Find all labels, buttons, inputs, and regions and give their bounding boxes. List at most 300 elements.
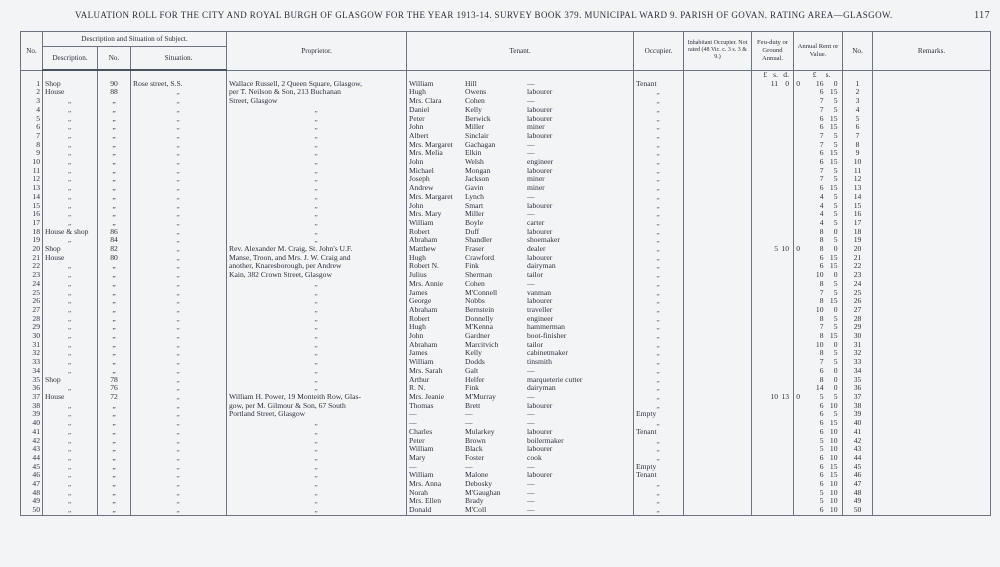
tenant-surname: M'Gaughan: [465, 487, 501, 497]
row-remarks: [873, 210, 991, 219]
row-inhabitant: [684, 428, 752, 437]
row-tenant: [407, 419, 634, 428]
tenant-first-name: Charles: [409, 426, 433, 436]
row-remarks: [873, 445, 991, 454]
row-remarks: [873, 297, 991, 306]
rent-shillings: 0: [833, 244, 838, 254]
street-number-text: 82: [110, 244, 118, 254]
row-remarks: [873, 384, 991, 393]
proprietor-text: „: [314, 235, 319, 245]
row-remarks: [873, 332, 991, 341]
feu-shillings: 13: [781, 392, 789, 401]
situation-text: „: [176, 200, 181, 210]
tenant-first-name: Mrs. Ellen: [409, 496, 442, 506]
row-remarks: [873, 497, 991, 506]
row-number-right-text: 20: [853, 244, 862, 254]
row-inhabitant: [684, 280, 752, 289]
row-remarks: [873, 280, 991, 289]
row-inhabitant: [684, 332, 752, 341]
rent-shillings: 0: [833, 270, 838, 280]
row-occupier: [634, 506, 684, 515]
tenant-surname: Brady: [465, 496, 484, 506]
situation-text: „: [176, 452, 181, 462]
tenant-occupation: engineer: [527, 157, 554, 167]
row-inhabitant: [684, 341, 752, 350]
tenant-surname: Foster: [465, 452, 484, 462]
tenant-surname: Crawford: [465, 252, 495, 262]
situation-text: „: [176, 313, 181, 323]
street-number-text: „: [112, 278, 116, 288]
row-feu-duty: [752, 471, 794, 480]
tenant-first-name: Abraham: [409, 304, 438, 314]
rent-shillings: 15: [829, 418, 838, 428]
row-number-right-text: 18: [853, 226, 862, 236]
row-number-right-text: 9: [855, 148, 860, 158]
situation-text: „: [176, 374, 181, 384]
description-text: Shop: [45, 78, 61, 88]
occupier-text: „: [656, 191, 661, 201]
rent-pounds: 7: [819, 357, 824, 367]
rent-shillings: 0: [833, 339, 838, 349]
situation-text: „: [176, 183, 181, 193]
col-header-remarks: Remarks.: [873, 32, 991, 71]
rent-shillings: 15: [829, 296, 838, 306]
row-feu-duty: [752, 497, 794, 506]
occupier-text: Empty: [636, 461, 657, 471]
situation-text: „: [176, 252, 181, 262]
street-number-text: 80: [110, 252, 118, 262]
proprietor-text: „: [314, 505, 319, 515]
row-tenant: [407, 332, 634, 341]
table-row: [21, 289, 991, 298]
tenant-surname: Brett: [465, 400, 481, 410]
situation-text: „: [176, 304, 181, 314]
col-header-proprietor: Proprietor.: [227, 32, 407, 71]
tenant-surname: Mularkey: [465, 426, 495, 436]
row-remarks: [873, 123, 991, 132]
row-remarks: [873, 115, 991, 124]
description-text: „: [67, 452, 73, 462]
table-row: [21, 88, 991, 97]
table-row: [21, 219, 991, 228]
proprietor-text: „: [314, 183, 319, 193]
row-number-text: 25: [32, 287, 40, 297]
proprietor-text: „: [314, 496, 319, 506]
street-number-text: „: [112, 174, 116, 184]
description-text: „: [67, 113, 73, 123]
situation-text: „: [176, 348, 181, 358]
row-feu-duty: [752, 115, 794, 124]
row-feu-duty: [752, 437, 794, 446]
table-row: [21, 202, 991, 211]
situation-text: „: [176, 226, 181, 236]
street-number-text: „: [112, 418, 116, 428]
row-tenant: [407, 297, 634, 306]
street-number-text: „: [112, 461, 116, 471]
rent-shillings: 5: [833, 287, 838, 297]
tenant-first-name: Mrs. Clara: [409, 96, 442, 106]
description-text: „: [67, 322, 73, 332]
tenant-surname: Kelly: [465, 348, 482, 358]
row-number-right-text: 37: [853, 392, 862, 401]
tenant-first-name: William: [409, 470, 434, 480]
occupier-text: Tenant: [636, 470, 657, 480]
tenant-occupation: vanman: [527, 287, 552, 297]
tenant-occupation: dairyman: [527, 383, 556, 393]
street-number-text: „: [112, 287, 116, 297]
tenant-surname: Hill: [465, 78, 477, 88]
row-number-right-text: 26: [853, 296, 862, 306]
proprietor-text: „: [314, 296, 319, 306]
row-inhabitant: [684, 167, 752, 176]
tenant-first-name: Mary: [409, 452, 426, 462]
feu-shillings: 10: [781, 244, 789, 254]
tenant-surname: Duff: [465, 226, 480, 236]
tenant-first-name: Joseph: [409, 174, 430, 184]
row-number-right-text: 50: [853, 505, 862, 515]
situation-text: „: [176, 496, 181, 506]
row-number-text: 40: [32, 418, 40, 428]
description-text: Shop: [45, 244, 61, 254]
row-number-text: 10: [32, 157, 40, 167]
table-row: [21, 236, 991, 245]
table-row: [21, 454, 991, 463]
tenant-occupation: labourer: [527, 470, 553, 480]
rent-currency: £ s.: [794, 70, 843, 80]
col-header-description: Description.: [43, 47, 98, 71]
proprietor-text: „: [314, 226, 319, 236]
row-number-right-text: 34: [853, 365, 862, 375]
row-number-right-text: 7: [855, 130, 860, 140]
row-number-right-text: 49: [853, 496, 862, 506]
occupier-text: „: [656, 226, 661, 236]
row-number-right-text: 48: [853, 487, 862, 497]
rent-pounds: 6: [819, 183, 824, 193]
proprietor-text: per T. Neilson & Son, 213 Buchanan: [229, 87, 341, 97]
occupier-text: „: [656, 200, 661, 210]
row-feu-duty: [752, 202, 794, 211]
situation-text: „: [176, 122, 181, 132]
row-inhabitant: [684, 402, 752, 411]
tenant-surname: Sherman: [465, 270, 492, 280]
tenant-surname: —: [465, 461, 473, 471]
col-header-description-group: Description and Situation of Subject.: [43, 32, 227, 47]
row-number-text: 32: [32, 348, 40, 358]
description-text: „: [67, 357, 73, 367]
proprietor-text: Kain, 382 Crown Street, Glasgow: [229, 270, 332, 280]
row-feu-duty: [752, 392, 800, 402]
situation-text: „: [176, 331, 181, 341]
row-tenant: [407, 97, 634, 106]
tenant-first-name: Matthew: [409, 244, 436, 254]
row-inhabitant: [684, 262, 752, 271]
rent-shillings: 10: [829, 444, 838, 454]
situation-text: „: [176, 400, 181, 410]
table-row: [21, 280, 991, 289]
description-text: Shop: [45, 374, 61, 384]
situation-text: „: [176, 287, 181, 297]
row-annual-rent: [794, 506, 843, 515]
row-inhabitant: [684, 289, 752, 298]
row-number-text: 49: [32, 496, 40, 506]
row-number-right: [843, 506, 873, 515]
description-text: „: [67, 470, 73, 480]
row-number-right-text: 39: [853, 409, 862, 419]
tenant-surname: Malone: [465, 470, 489, 480]
row-tenant: [407, 376, 634, 385]
row-number-right-text: 17: [853, 217, 862, 227]
table-row: [21, 184, 991, 193]
occupier-text: „: [656, 113, 661, 123]
table-row: [21, 245, 991, 254]
rent-shillings: 5: [833, 348, 838, 358]
row-number-text: 2: [36, 87, 40, 97]
rent-shillings: 10: [829, 496, 838, 506]
table-row: [21, 489, 991, 498]
rent-pounds: 14: [815, 383, 824, 393]
row-tenant: [407, 245, 634, 254]
row-feu-duty: [752, 78, 800, 89]
proprietor-text: „: [314, 435, 319, 445]
occupier-text: „: [656, 104, 661, 114]
row-feu-duty: [752, 445, 794, 454]
description-text: „: [67, 96, 73, 106]
row-feu-duty: [752, 158, 794, 167]
row-remarks: [873, 463, 991, 472]
proprietor-text: „: [314, 339, 319, 349]
row-inhabitant: [684, 384, 752, 393]
situation-text: „: [176, 296, 181, 306]
row-feu-duty: [752, 106, 794, 115]
rent-shillings: 10: [829, 452, 838, 462]
row-number-text: 21: [32, 252, 40, 262]
row-number-right-text: 41: [853, 426, 862, 436]
situation-text: „: [176, 426, 181, 436]
row-inhabitant: [684, 228, 752, 237]
proprietor-text: „: [314, 157, 319, 167]
row-tenant: [407, 428, 634, 437]
row-feu-duty: [752, 463, 794, 472]
feu-shillings: 0: [785, 78, 789, 88]
rent-pounds: 6: [819, 470, 824, 480]
row-remarks: [873, 471, 991, 480]
tenant-first-name: Mrs. Margaret: [409, 139, 453, 149]
row-inhabitant: [684, 349, 752, 358]
description-text: „: [67, 426, 73, 436]
description-text: „: [67, 383, 73, 393]
row-tenant: [407, 463, 634, 472]
table-row: [21, 341, 991, 350]
tenant-occupation: tinsmith: [527, 357, 552, 367]
rent-shillings: 0: [833, 365, 838, 375]
row-number-text: 19: [32, 235, 40, 245]
rent-pounds: 8: [819, 313, 824, 323]
description-text: „: [67, 418, 73, 428]
rent-pounds: 6: [819, 122, 824, 132]
situation-text: „: [176, 270, 181, 280]
proprietor-text: „: [314, 174, 319, 184]
description-text: „: [67, 287, 73, 297]
situation-text: „: [176, 165, 181, 175]
situation-text: „: [176, 365, 181, 375]
rent-pounds: 7: [819, 96, 824, 106]
street-number-text: „: [112, 122, 116, 132]
row-inhabitant: [684, 489, 752, 498]
situation-text: „: [176, 139, 181, 149]
row-inhabitant: [684, 297, 752, 306]
row-feu-duty: [752, 332, 794, 341]
occupier-text: „: [656, 87, 661, 97]
tenant-surname: Donnelly: [465, 313, 494, 323]
rent-pounds: 7: [819, 174, 824, 184]
tenant-first-name: Mrs. Margaret: [409, 191, 453, 201]
street-number-text: „: [112, 191, 116, 201]
table-row: [21, 402, 991, 411]
description-text: „: [67, 165, 73, 175]
tenant-surname: M'Kenna: [465, 322, 493, 332]
table-row: [21, 315, 991, 324]
rent-pounds: 7: [819, 104, 824, 114]
tenant-first-name: John: [409, 200, 424, 210]
col-header-tenant: Tenant.: [407, 32, 634, 71]
situation-text: „: [176, 113, 181, 123]
table-row: [21, 367, 991, 376]
row-number: [21, 506, 43, 515]
tenant-occupation: —: [527, 139, 535, 149]
row-feu-duty: [752, 175, 794, 184]
situation-text: „: [176, 479, 181, 489]
situation-text: „: [176, 461, 181, 471]
tenant-surname: —: [465, 418, 473, 428]
tenant-surname: Lynch: [465, 191, 484, 201]
street-number-text: 88: [110, 87, 118, 97]
row-feu-duty: [752, 419, 794, 428]
occupier-text: „: [656, 130, 661, 140]
tenant-first-name: John: [409, 157, 424, 167]
tenant-occupation: labourer: [527, 113, 553, 123]
rent-shillings: 5: [833, 392, 838, 401]
row-feu-duty: [752, 306, 794, 315]
row-inhabitant: [684, 480, 752, 489]
row-feu-duty: [752, 184, 794, 193]
page-number: 117: [974, 10, 990, 21]
tenant-surname: Gavin: [465, 183, 484, 193]
row-tenant: [407, 167, 634, 176]
row-remarks: [873, 341, 991, 350]
proprietor-text: „: [314, 452, 319, 462]
rent-shillings: 5: [833, 130, 838, 140]
tenant-surname: Helfer: [465, 374, 485, 384]
description-text: „: [67, 157, 73, 167]
row-number-right-text: 45: [853, 461, 862, 471]
table-row: [21, 271, 991, 280]
description-text: „: [67, 487, 73, 497]
row-remarks: [873, 367, 991, 376]
row-number-text: 12: [32, 174, 40, 184]
row-remarks: [873, 306, 991, 315]
valuation-roll-table: [20, 31, 991, 516]
row-number-text: 48: [32, 487, 40, 497]
row-inhabitant: [684, 123, 752, 132]
row-number-text: 13: [32, 183, 40, 193]
description-text: „: [67, 209, 73, 219]
rent-pounds: 8: [819, 244, 824, 254]
description-text: House: [45, 87, 65, 97]
row-remarks: [873, 132, 991, 141]
row-tenant: [407, 323, 634, 332]
occupier-text: „: [656, 183, 661, 193]
rent-pounds: 8: [819, 235, 824, 245]
row-inhabitant: [684, 193, 752, 202]
occupier-text: „: [656, 209, 661, 219]
rent-shillings: 5: [833, 209, 838, 219]
row-remarks: [873, 489, 991, 498]
row-number-right-text: 38: [853, 400, 862, 410]
tenant-occupation: tailor: [527, 270, 544, 280]
tenant-first-name: Abraham: [409, 235, 438, 245]
tenant-first-name: Mrs. Mary: [409, 209, 442, 219]
row-inhabitant: [684, 80, 752, 89]
row-tenant: [407, 341, 634, 350]
tenant-occupation: —: [527, 461, 535, 471]
situation-text: „: [176, 392, 181, 401]
row-number-right-text: 12: [853, 174, 862, 184]
proprietor-text: Rev. Alexander M. Craig, St. John's U.F.: [229, 244, 353, 254]
street-number-text: „: [112, 130, 116, 140]
tenant-occupation: —: [527, 392, 535, 401]
occupier-text: „: [656, 374, 661, 384]
row-tenant: [407, 480, 634, 489]
feu-pounds: 10: [770, 392, 778, 401]
description-text: „: [67, 130, 73, 140]
row-tenant: [407, 80, 634, 89]
row-inhabitant: [684, 184, 752, 193]
occupier-text: Empty: [636, 409, 657, 419]
rent-pounds: 16: [815, 78, 824, 88]
street-number-text: „: [112, 470, 116, 480]
table-row: [21, 306, 991, 315]
tenant-surname: Black: [465, 444, 483, 454]
row-remarks: [873, 236, 991, 245]
row-number-right-text: 31: [853, 339, 862, 349]
rent-pounds: 10: [815, 339, 824, 349]
situation-text: „: [176, 383, 181, 393]
table-row: [21, 323, 991, 332]
rent-shillings: 5: [833, 96, 838, 106]
description-text: „: [67, 217, 73, 227]
street-number-text: 76: [110, 383, 118, 393]
proprietor-text: Manse, Troon, and Mrs. J. W. Craig and: [229, 252, 351, 262]
table-row: [21, 463, 991, 472]
row-feu-duty: [752, 410, 794, 419]
proprietor-text: another, Knaresborough, per Andrew: [229, 261, 342, 271]
description-text: „: [67, 296, 73, 306]
row-remarks: [873, 349, 991, 358]
street-number-text: „: [112, 296, 116, 306]
occupier-text: „: [656, 139, 661, 149]
tenant-first-name: Mrs. Annie: [409, 278, 444, 288]
rent-pounds: 8: [819, 374, 824, 384]
description-text: House: [45, 392, 65, 401]
rent-shillings: 0: [833, 304, 838, 314]
row-feu-duty: [752, 428, 794, 437]
situation-text: „: [176, 357, 181, 367]
tenant-surname: Marcitvich: [465, 339, 499, 349]
proprietor-text: „: [314, 304, 319, 314]
row-inhabitant: [684, 132, 752, 141]
occupier-text: „: [656, 435, 661, 445]
street-number-text: „: [112, 304, 116, 314]
